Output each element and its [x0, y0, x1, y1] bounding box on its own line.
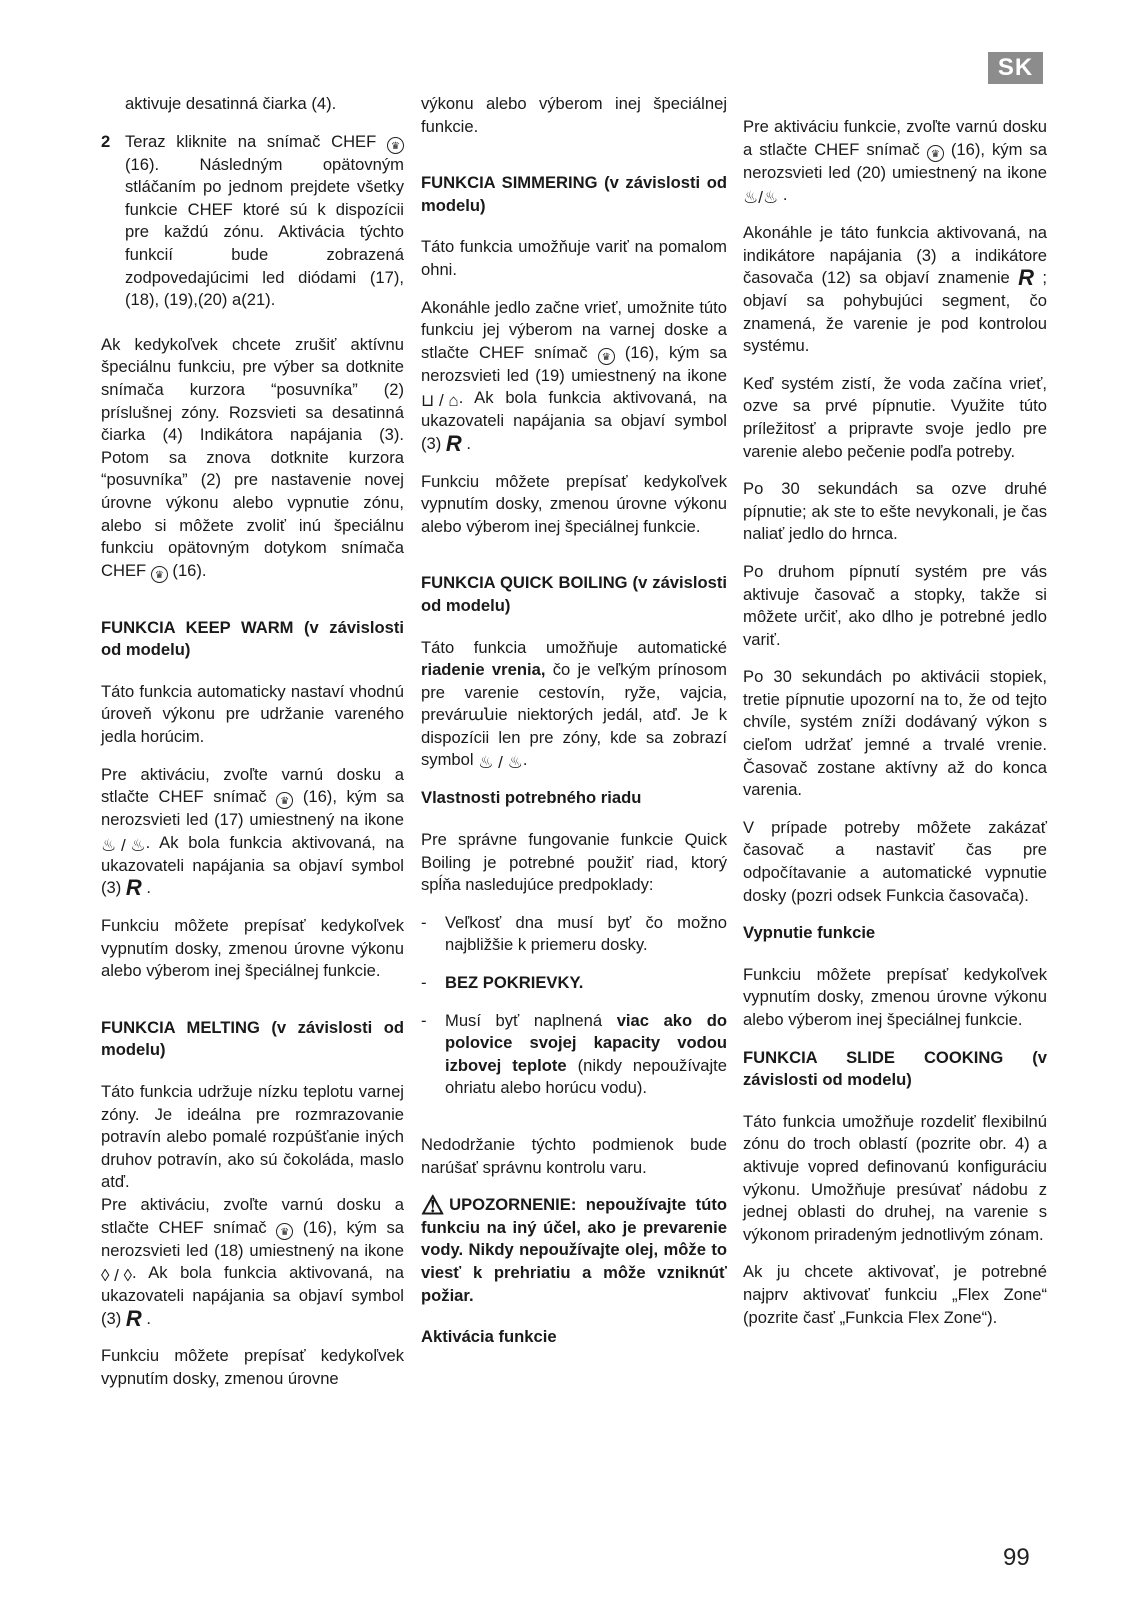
list-item-text: (nikdy nepoužívajte ohriatu alebo horúcu vodu). [445, 1055, 727, 1098]
paragraph: Pre aktiváciu, zvoľte varnú dosku a stlačte CHEF snímač ♛ (16), kým sa nerozsvieti led (18) umiestnený na ikone ◊ / ◊. Ak bola funkcia aktivovaná, na ukazovateli napájania sa objaví symbol (3) R . [101, 1194, 404, 1331]
paragraph: Táto funkcia umožňuje automatické riadenie vrenia, čo je veľkým prínosom pre varenie cestovín, ryže, vajcia, prevárանie niektorých jedál, atď. Je k dispozícii len pre zóny, kde sa zobrazí symbol ♨ / ♨. [421, 637, 727, 773]
page-number: 99 [1003, 1544, 1030, 1571]
paragraph-text: Pre aktiváciu, zvoľte varnú dosku a stlačte CHEF snímač [101, 1194, 404, 1237]
quick-boil-icon: ♨ / ♨ [478, 753, 523, 773]
chef-sensor-icon: ♛ [927, 145, 944, 162]
melting-icon: ◊ / ◊ [101, 1266, 132, 1286]
segment-display-icon: R [1018, 265, 1035, 291]
column-1 [101, 93, 404, 1406]
warning-text [421, 1190, 728, 1307]
chef-sensor-icon: ♛ [276, 1223, 293, 1240]
paragraph: Táto funkcia udržuje nízku teplotu varnej zóny. Je ideálna pre rozmrazovanie potravín alebo pomalé rozpúšťanie iných druhov potravín, ako sú čokoláda, maslo atď. [101, 1082, 404, 1192]
paragraph: Pre správne fungovanie funkcie Quick Boiling je potrebné použiť riad, ktorý spĺňa nasledujúce predpoklady: [421, 830, 727, 895]
list-item: - BEZ POKRIEVKY. [421, 973, 584, 993]
keep-warm-icon: ♨ / ♨ [101, 835, 146, 855]
paragraph: Táto funkcia umožňuje variť na pomalom ohni. [421, 237, 727, 279]
chef-sensor-icon: ♛ [276, 792, 293, 809]
bold-text: viac ako do polovice svojej kapacity vodou izbovej teplote [445, 1010, 727, 1075]
step-text-a: Teraz kliknite na snímač CHEF [125, 131, 377, 151]
section-heading: FUNKCIA QUICK BOILING (v závislosti od modelu) [421, 573, 727, 615]
paragraph: V prípade potreby môžete zakázať časovač a nastaviť čas pre odpočítavanie a automatické vypnutie dosky (pozri odsek Funkcia časovača). [743, 817, 1047, 905]
language-badge: SK [988, 52, 1043, 84]
chef-sensor-icon: ♛ [598, 348, 615, 365]
sub-heading: Vypnutie funkcie [743, 923, 876, 943]
section-heading: FUNKCIA KEEP WARM (v závislosti od modelu) [101, 617, 404, 660]
chef-sensor-icon: ♛ [151, 566, 168, 583]
paragraph: Po 30 sekundách po aktivácii stopiek, tretie pípnutie upozorní na to, že od tejto chvíle, systém zníži dodávaný výkon s cieľom udržať jemné a trvalé vrenie. Časovač zostane aktívny až do konca varenia. [743, 667, 1047, 800]
paragraph-text: ; objaví sa pohybujúci segment, čo znamená, že varenie je pod kontrolou systému. [743, 268, 1047, 356]
list-item: - Veľkosť dna musí byť čo možno najbližšie k priemeru dosky. [421, 912, 727, 955]
list-item-text: BEZ POKRIEVKY. [445, 973, 584, 993]
segment-display-icon: R [125, 1305, 142, 1331]
paragraph: Ak ju chcete aktivovať, je potrebné najprv aktivovať funkciu „Flex Zone“ (pozrite časť „Funkcia Flex Zone“). [743, 1262, 1047, 1327]
paragraph-text: Táto funkcia umožňuje automatické [421, 637, 727, 657]
paragraph: Táto funkcia automaticky nastaví vhodnú úroveň výkonu pre udržanie vareného jedla horúcim. [101, 681, 404, 747]
paragraph-text: Ak kedykoľvek chcete zrušiť aktívnu špeciálnu funkciu, pre výber sa dotknite snímača kurzora “posuvníka” (2) príslušnej zóny. Rozsvieti sa desatinná čiarka (4) Indikátora napájania (3). Potom sa znova dotknite kurzora “posuvníka” (2) pre nastavenie novej úrovne výkonu alebo vypnutie zónu, alebo si môžete zvoliť inú špeciálnu funkciu opätovným dotykom snímača CHEF [101, 334, 404, 580]
list-item: - Musí byť naplnená viac ako do polovice svojej kapacity vodou izbovej teplote (nikdy nepoužívajte ohriatu alebo horúcu vodu). [421, 1010, 727, 1098]
paragraph: Keď systém zistí, že voda začína vrieť, ozve sa prvé pípnutie. Využite túto príležitosť a pripravte svoje jedlo pre varenie alebo pečenie podľa potreby. [743, 373, 1047, 461]
paragraph: Nedodržanie týchto podmienok bude narúšať správnu kontrolu varu. [421, 1135, 727, 1177]
paragraph-text: Pre aktiváciu funkcie, zvoľte varnú dosku a stlačte CHEF snímač [743, 117, 1047, 159]
step-text-b: (16). Následným opätovným stláčaním po jednom prejdete všetky funkcie CHEF ktoré sú k dispozícii pre každú zónu. Aktivácia týchto funkcií bude zobrazená zodpovedajúcimi led diódami (17), (18), (19),(20) a(21). [125, 154, 404, 310]
paragraph-text: Pre aktiváciu, zvoľte varnú dosku a stlačte CHEF snímač [101, 764, 404, 807]
chef-sensor-icon: ♛ [387, 137, 404, 154]
paragraph: Funkciu môžete prepísať kedykoľvek vypnutím dosky, zmenou úrovne výkonu alebo výberom inej špeciálnej funkcie. [743, 964, 1047, 1029]
paragraph-text: (16), kým sa nerozsvieti led (18) umiestnený na ikone [101, 1217, 404, 1260]
paragraph: Funkciu môžete prepísať kedykoľvek vypnutím dosky, zmenou úrovne výkonu alebo výberom inej špeciálnej funkcie. [421, 471, 727, 536]
paragraph: Pre aktiváciu, zvoľte varnú dosku a stlačte CHEF snímač ♛ (16), kým sa nerozsvieti led (17) umiestnený na ikone ♨ / ♨. Ak bola funkcia aktivovaná, na ukazovateli napájania sa objaví symbol (3) R . [101, 764, 404, 901]
paragraph-text: čo je veľkým prínosom pre varenie cestovín, ryže, vajcia, prevárանie niektorých jedál, atď. Je k dispozícii len pre zóny, kde sa zobrazí symbol [421, 660, 727, 770]
paragraph-text: (16), kým sa nerozsvieti led (17) umiestnený na ikone [101, 787, 404, 830]
paragraph [743, 222, 1047, 358]
paragraph: Funkciu môžete prepísať kedykoľvek vypnutím dosky, zmenou úrovne výkonu alebo výberom inej špeciálnej funkcie. [101, 916, 404, 981]
list-item-text: Veľkosť dna musí byť čo možno najbližšie k priemeru dosky. [445, 912, 727, 955]
section-heading: FUNKCIA MELTING (v závislosti od modelu) [101, 1017, 404, 1060]
numbered-step [101, 131, 404, 312]
paragraph [101, 334, 404, 583]
paragraph: aktivuje desatinná čiarka (4). [125, 94, 337, 113]
sub-heading: Aktivácia funkcie [421, 1327, 557, 1347]
paragraph-text: (16), kým sa nerozsvieti led (19) umiestnený na ikone [421, 342, 727, 385]
sub-heading: Vlastnosti potrebného riadu [421, 788, 642, 808]
paragraph-text: . Ak bola funkcia aktivovaná, na ukazovateli napájania sa objaví symbol (3) [101, 1263, 404, 1328]
paragraph: Po 30 sekundách sa ozve druhé pípnutie; ak ste to ešte nevykonali, je čas naliať jedlo do hrnca. [743, 479, 1047, 544]
paragraph: Po druhom pípnutí systém pre vás aktivuje časovač a stopky, takže si môžete určiť, ako dlho je potrebné jedlo variť. [743, 561, 1047, 649]
step-number: 2 [101, 131, 111, 151]
paragraph: Pre aktiváciu funkcie, zvoľte varnú dosku a stlačte CHEF snímač ♛ (16), kým sa nerozsvieti led (20) umiestnený na ikone ♨/♨ . [743, 117, 1047, 208]
bold-text: riadenie vrenia, [421, 660, 546, 680]
paragraph-text: (16). [172, 560, 207, 580]
segment-display-icon: R [445, 430, 462, 456]
paragraph-text: (16), kým sa nerozsvieti led (20) umiestnený na ikone [743, 139, 1047, 182]
quick-boil-icon: ♨/♨ [743, 188, 779, 208]
section-heading: FUNKCIA SIMMERING (v závislosti od modelu) [421, 173, 727, 215]
warning-body: UPOZORNENIE: nepoužívajte túto funkciu na iný účel, ako je prevarenie vody. Nikdy nepoužívajte olej, môže to viesť k prehriatiu a môže vzniknúť požiar. [421, 1195, 728, 1305]
warning-triangle-icon: ⚠ [421, 1190, 450, 1221]
paragraph: Táto funkcia umožňuje rozdeliť flexibilnú zónu do troch oblastí (pozrite obr. 4) a aktivuje vopred definovanú konfiguráciu výkonu. Umožňuje presúvať nádobu z jednej oblasti do druhej, na varenie s výkonom priradeným jednotlivým zónam. [743, 1111, 1047, 1244]
paragraph: výkonu alebo výberom inej špeciálnej funkcie. [421, 94, 727, 136]
list-item-text: Musí byť naplnená [445, 1010, 603, 1030]
segment-display-icon: R [125, 875, 142, 901]
column-3 [743, 116, 1047, 1344]
paragraph-text: Akonáhle je táto funkcia aktivovaná, na indikátore napájania (3) a indikátore časovača (12) sa objaví znamenie [743, 223, 1047, 288]
paragraph: Akonáhle jedlo začne vrieť, umožnite túto funkciu jej výberom na varnej doske a stlačte CHEF snímač ♛ (16), kým sa nerozsvieti led (19) umiestnený na ikone ⊔ / ⌂. Ak bola funkcia aktivovaná, na ukazovateli napájania sa objaví symbol (3) R . [421, 297, 727, 456]
paragraph-text: . Ak bola funkcia aktivovaná, na ukazovateli napájania sa objaví symbol (3) [101, 832, 404, 898]
paragraph-text: . Ak bola funkcia aktivovaná, na ukazovateli napájania sa objaví symbol (3) [421, 388, 727, 453]
simmer-icon: ⊔ / ⌂ [421, 391, 459, 411]
paragraph: Funkciu môžete prepísať kedykoľvek vypnutím dosky, zmenou úrovne [101, 1346, 404, 1388]
paragraph-text: Akonáhle jedlo začne vrieť, umožnite túto funkciu jej výberom na varnej doske a stlačte CHEF snímač [421, 297, 727, 362]
section-heading: FUNKCIA SLIDE COOKING (v závislosti od modelu) [743, 1047, 1047, 1090]
column-2 [421, 93, 727, 1368]
